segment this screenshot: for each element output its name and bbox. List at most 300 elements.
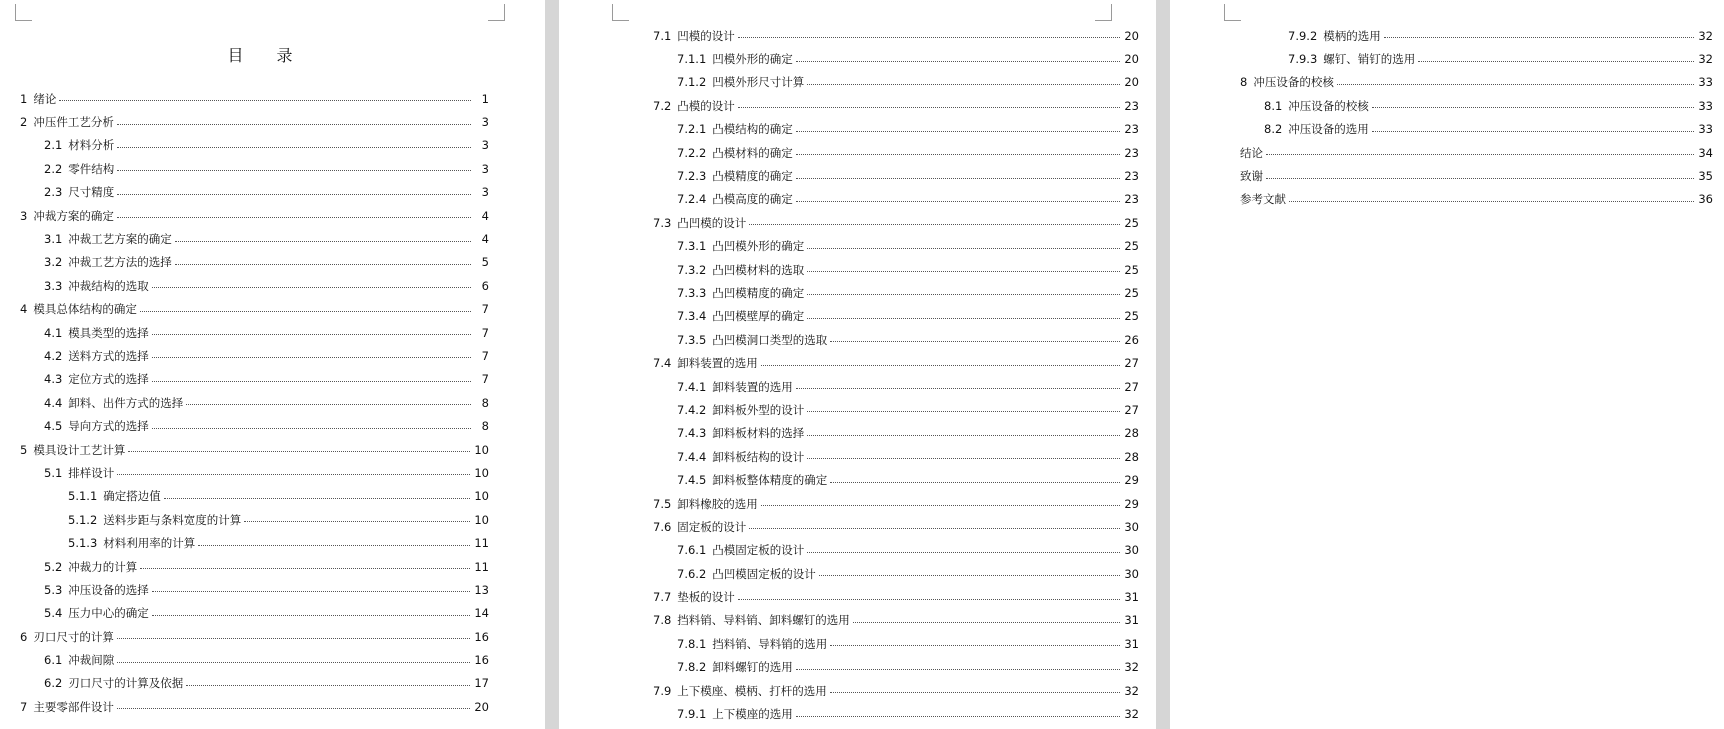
toc-entry[interactable] (20, 602, 489, 625)
toc-entry-number: 5 (20, 442, 28, 457)
toc-dot-leader (738, 599, 1121, 600)
toc-dot-leader (807, 271, 1120, 272)
toc-entry[interactable] (20, 251, 489, 274)
toc-entry-title: 刃口尺寸的计算及依据 (68, 676, 184, 691)
toc-entry-title: 垫板的设计 (677, 590, 735, 605)
toc-entry-title: 冲压设备的校核 (1288, 98, 1369, 113)
toc-page-number: 33 (1698, 98, 1713, 113)
toc-dot-leader (853, 622, 1121, 623)
toc-page-number: 11 (474, 536, 489, 551)
toc-page-number: 31 (1124, 636, 1139, 651)
toc-entry[interactable] (653, 468, 1139, 491)
toc-entry-title: 冲压设备的校核 (1253, 75, 1334, 90)
toc-page-number: 8 (481, 419, 489, 434)
toc-page-number: 16 (474, 629, 489, 644)
toc-entry-title: 卸料装置的选用 (712, 379, 793, 394)
toc-entry-number: 8 (1240, 75, 1248, 90)
toc-entry-number: 7.3.1 (677, 239, 707, 254)
toc-entry-title: 冲压设备的选择 (68, 582, 149, 597)
toc-entry-number: 6.2 (44, 676, 63, 691)
toc-entry-title: 卸料装置的选用 (677, 356, 758, 371)
toc-dot-leader (1266, 178, 1694, 179)
toc-entry-title: 凹模外形尺寸计算 (712, 75, 805, 90)
toc-page-number: 3 (481, 185, 489, 200)
toc-entry[interactable] (653, 702, 1139, 725)
toc-page-number: 25 (1124, 215, 1139, 230)
toc-entry-number: 7.3.3 (677, 285, 707, 300)
toc-entry-title: 凸凹模壁厚的确定 (712, 309, 805, 324)
toc-dot-leader (749, 224, 1120, 225)
toc-entry[interactable] (1240, 24, 1713, 47)
toc-entry[interactable] (20, 134, 489, 157)
toc-entry[interactable] (1240, 94, 1713, 117)
toc-page-number: 6 (481, 278, 489, 293)
toc-dot-leader (117, 662, 470, 663)
toc-entry[interactable] (653, 118, 1139, 141)
toc-dot-leader (796, 388, 1121, 389)
toc-entry-title: 送料步距与条料宽度的计算 (103, 512, 242, 527)
toc-page-number: 31 (1124, 590, 1139, 605)
toc-entry[interactable] (653, 164, 1139, 187)
toc-entry[interactable] (653, 305, 1139, 328)
toc-entry[interactable] (20, 274, 489, 297)
toc-entry[interactable] (20, 648, 489, 671)
toc-entry-number: 7.2.4 (677, 192, 707, 207)
toc-entry-title: 凸模结构的确定 (712, 122, 793, 137)
toc-entry[interactable] (653, 328, 1139, 351)
toc-page-number: 35 (1698, 169, 1713, 184)
toc-page-number: 7 (481, 348, 489, 363)
toc-dot-leader (761, 365, 1121, 366)
toc-dot-leader (1289, 201, 1694, 202)
toc-entry[interactable] (653, 656, 1139, 679)
toc-dot-leader (796, 669, 1121, 670)
toc-dot-leader (807, 318, 1120, 319)
toc-entry-number: 7.4.2 (677, 402, 707, 417)
toc-dot-leader (117, 474, 470, 475)
toc-dot-leader (796, 178, 1121, 179)
toc-entry-number: 7.4.3 (677, 426, 707, 441)
toc-entry[interactable] (653, 375, 1139, 398)
toc-entry[interactable] (653, 585, 1139, 608)
toc-entry[interactable] (653, 24, 1139, 47)
toc-entry-title: 送料方式的选择 (68, 348, 149, 363)
toc-entry-number: 4.2 (44, 348, 63, 363)
toc-dot-leader (1337, 84, 1695, 85)
toc-page-number: 20 (1124, 52, 1139, 67)
toc-entry-number: 7.9.1 (677, 707, 707, 722)
toc-dot-leader (1418, 61, 1694, 62)
toc-entry[interactable] (1240, 141, 1713, 164)
toc-entry-number: 4.5 (44, 419, 63, 434)
toc-page-number: 23 (1124, 145, 1139, 160)
toc-title: 目 录 (227, 46, 307, 65)
toc-page-number: 33 (1698, 122, 1713, 137)
toc-dot-leader (164, 498, 471, 499)
toc-entry-title: 凸凹模精度的确定 (712, 285, 805, 300)
toc-page-number: 32 (1698, 52, 1713, 67)
toc-entry-title: 卸料橡胶的选用 (677, 496, 758, 511)
toc-dot-leader (198, 545, 470, 546)
toc-entry-title: 凸凹模外形的确定 (712, 239, 805, 254)
toc-page-number: 25 (1124, 285, 1139, 300)
toc-entry[interactable] (653, 47, 1139, 70)
toc-dot-leader (175, 241, 471, 242)
toc-dot-leader (152, 287, 471, 288)
toc-entry-title: 卸料螺钉的选用 (712, 660, 793, 675)
toc-entry-number: 6.1 (44, 653, 63, 668)
toc-entry[interactable] (20, 391, 489, 414)
toc-entry[interactable] (20, 531, 489, 554)
toc-dot-leader (738, 37, 1121, 38)
toc-entry-number: 7.4 (653, 356, 672, 371)
toc-entry-number: 7.3 (653, 215, 672, 230)
toc-entry-number: 7.2 (653, 98, 672, 113)
toc-entry[interactable] (20, 181, 489, 204)
toc-page-number: 25 (1124, 239, 1139, 254)
toc-page-number: 23 (1124, 192, 1139, 207)
toc-entry[interactable] (653, 515, 1139, 538)
toc-page-number: 25 (1124, 309, 1139, 324)
toc-entry-number: 1 (20, 91, 28, 106)
toc-entry[interactable] (1240, 118, 1713, 141)
toc-page-number: 8 (481, 395, 489, 410)
toc-entry-number: 3.1 (44, 232, 63, 247)
toc-entry[interactable] (653, 281, 1139, 304)
toc-entry[interactable] (20, 508, 489, 531)
toc-entry[interactable] (20, 485, 489, 508)
toc-page-number: 27 (1124, 356, 1139, 371)
toc-dot-leader (140, 311, 471, 312)
toc-entry-number: 4.3 (44, 372, 63, 387)
toc-dot-leader (1384, 37, 1695, 38)
toc-entry-number: 5.1.3 (68, 536, 98, 551)
toc-page-number: 7 (481, 302, 489, 317)
toc-entry-number: 7.4.5 (677, 473, 707, 488)
toc-dot-leader (796, 61, 1121, 62)
toc-entry-number: 7.7 (653, 590, 672, 605)
toc-entry-number: 5.4 (44, 606, 63, 621)
toc-page-number: 30 (1124, 519, 1139, 534)
toc-dot-leader (117, 638, 471, 639)
toc-page-number: 27 (1124, 379, 1139, 394)
toc-entry-number: 7.6 (653, 519, 672, 534)
toc-page-number: 20 (474, 699, 489, 714)
toc-entry-title: 确定搭边值 (103, 489, 161, 504)
toc-entry-title: 卸料、出件方式的选择 (68, 395, 184, 410)
toc-entry[interactable] (20, 344, 489, 367)
toc-dot-leader (796, 154, 1121, 155)
toc-page-number: 20 (1124, 75, 1139, 90)
toc-dot-leader (152, 357, 471, 358)
toc-entry[interactable] (20, 204, 489, 227)
toc-entry[interactable] (20, 578, 489, 601)
toc-entry[interactable] (653, 211, 1139, 234)
toc-entry-number: 7.8.1 (677, 636, 707, 651)
toc-entry[interactable] (653, 492, 1139, 515)
toc-entry[interactable] (20, 227, 489, 250)
toc-dot-leader (807, 458, 1120, 459)
toc-entry[interactable] (653, 422, 1139, 445)
toc-entry-number: 7.9.3 (1288, 52, 1318, 67)
toc-entry[interactable] (20, 321, 489, 344)
toc-dot-leader (152, 591, 471, 592)
toc-entry-number: 7.8.2 (677, 660, 707, 675)
toc-dot-leader (807, 552, 1120, 553)
toc-entry-title: 挡料销、导料销的选用 (712, 636, 828, 651)
toc-entry[interactable] (653, 94, 1139, 117)
toc-entry-number: 2 (20, 115, 28, 130)
toc-page-number: 25 (1124, 262, 1139, 277)
toc-entry-number: 7.8 (653, 613, 672, 628)
toc-entry-number: 7.3.4 (677, 309, 707, 324)
toc-dot-leader (819, 575, 1121, 576)
toc-entry[interactable] (653, 679, 1139, 702)
toc-entry-number: 7.5 (653, 496, 672, 511)
toc-entry[interactable] (20, 87, 489, 110)
toc-page-number: 32 (1124, 660, 1139, 675)
toc-page-number: 29 (1124, 473, 1139, 488)
toc-dot-leader (796, 716, 1121, 717)
toc-dot-leader (152, 334, 471, 335)
toc-page-number: 32 (1124, 683, 1139, 698)
toc-entry-title: 排样设计 (68, 465, 115, 480)
toc-entry-number: 3.2 (44, 255, 63, 270)
toc-dot-leader (1372, 131, 1695, 132)
toc-entry[interactable] (20, 414, 489, 437)
toc-page-number: 10 (474, 489, 489, 504)
toc-entry[interactable] (20, 368, 489, 391)
toc-entry[interactable] (653, 71, 1139, 94)
toc-entry-title: 冲裁间隙 (68, 653, 115, 668)
toc-entry-title: 压力中心的确定 (68, 606, 149, 621)
toc-dot-leader (59, 100, 471, 101)
toc-entry-number: 2.3 (44, 185, 63, 200)
toc-page-number: 13 (474, 582, 489, 597)
toc-entry-number: 5.2 (44, 559, 63, 574)
toc-entry-number: 7.6.2 (677, 566, 707, 581)
toc-entry-title: 冲压件工艺分析 (33, 115, 114, 130)
toc-entry[interactable] (653, 609, 1139, 632)
toc-entry[interactable] (653, 141, 1139, 164)
toc-entry-number: 7.6.1 (677, 543, 707, 558)
toc-dot-leader (761, 505, 1121, 506)
page-corner-mark (1224, 4, 1241, 21)
toc-entry-number: 5.1.2 (68, 512, 98, 527)
toc-entry-number: 8.2 (1264, 122, 1283, 137)
toc-entry-number: 7.4.4 (677, 449, 707, 464)
toc-page-number: 10 (474, 512, 489, 527)
toc-entry-title: 凸凹模的设计 (677, 215, 747, 230)
toc-entry[interactable] (653, 539, 1139, 562)
toc-entry-title: 零件结构 (68, 161, 115, 176)
toc-entry-title: 凹模的设计 (677, 28, 735, 43)
toc-entry-number: 7.1.1 (677, 52, 707, 67)
toc-entry[interactable] (20, 461, 489, 484)
toc-page-number: 3 (481, 138, 489, 153)
toc-entry-title: 参考文献 (1240, 192, 1286, 207)
toc-dot-leader (175, 264, 471, 265)
page-corner-mark (1095, 4, 1112, 21)
toc-entry[interactable] (653, 235, 1139, 258)
toc-entry-title: 螺钉、销钉的选用 (1323, 52, 1416, 67)
toc-page-number: 31 (1124, 613, 1139, 628)
toc-dot-leader (117, 708, 471, 709)
toc-page-number: 34 (1698, 145, 1713, 160)
document-page-2 (559, 0, 1156, 729)
document-page-1 (0, 0, 545, 729)
toc-entry[interactable] (653, 632, 1139, 655)
toc-entry-number: 7.1.2 (677, 75, 707, 90)
toc-dot-leader (117, 124, 471, 125)
toc-dot-leader (738, 107, 1121, 108)
toc-entry-title: 导向方式的选择 (68, 419, 149, 434)
toc-entry-title: 凸模材料的确定 (712, 145, 793, 160)
toc-dot-leader (140, 568, 470, 569)
toc-page-number: 14 (474, 606, 489, 621)
toc-entry-number: 7.1 (653, 28, 672, 43)
page-corner-mark (488, 4, 505, 21)
toc-entry-title: 材料利用率的计算 (103, 536, 196, 551)
toc-entry-title: 冲裁结构的选取 (68, 278, 149, 293)
toc-dot-leader (117, 170, 471, 171)
toc-page-number: 7 (481, 325, 489, 340)
toc-entry[interactable] (653, 562, 1139, 585)
toc-entry-title: 凸模精度的确定 (712, 169, 793, 184)
toc-page-number: 28 (1124, 449, 1139, 464)
toc-page-number: 10 (474, 465, 489, 480)
toc-dot-leader (807, 411, 1120, 412)
toc-entry-number: 3.3 (44, 278, 63, 293)
toc-entry-title: 定位方式的选择 (68, 372, 149, 387)
toc-list (1240, 24, 1713, 211)
toc-page-number: 32 (1698, 28, 1713, 43)
toc-entry-number: 7.4.1 (677, 379, 707, 394)
toc-entry[interactable] (1240, 164, 1713, 187)
toc-dot-leader (830, 692, 1121, 693)
toc-dot-leader (152, 615, 471, 616)
toc-entry-number: 5.3 (44, 582, 63, 597)
toc-entry-title: 固定板的设计 (677, 519, 747, 534)
toc-page-number: 28 (1124, 426, 1139, 441)
toc-entry[interactable] (20, 625, 489, 648)
toc-page-number: 4 (481, 208, 489, 223)
toc-dot-leader (807, 435, 1120, 436)
toc-page-number: 32 (1124, 707, 1139, 722)
toc-entry-number: 2.1 (44, 138, 63, 153)
toc-dot-leader (749, 528, 1120, 529)
toc-entry-number: 7.3.5 (677, 332, 707, 347)
toc-entry[interactable] (653, 188, 1139, 211)
toc-entry-title: 致谢 (1240, 169, 1263, 184)
toc-entry[interactable] (1240, 188, 1713, 211)
toc-page-number: 23 (1124, 122, 1139, 137)
toc-page-number: 10 (474, 442, 489, 457)
toc-entry-title: 冲压设备的选用 (1288, 122, 1369, 137)
toc-entry-title: 卸料板外型的设计 (712, 402, 805, 417)
toc-page-number: 23 (1124, 169, 1139, 184)
toc-entry-title: 结论 (1240, 145, 1263, 160)
document-page-3 (1170, 0, 1724, 729)
toc-entry-title: 卸料板材料的选择 (712, 426, 805, 441)
toc-dot-leader (152, 381, 471, 382)
toc-entry[interactable] (20, 555, 489, 578)
toc-entry-number: 4.4 (44, 395, 63, 410)
toc-entry[interactable] (653, 351, 1139, 374)
toc-entry-title: 冲裁工艺方法的选择 (68, 255, 172, 270)
toc-entry-title: 绪论 (33, 91, 57, 106)
toc-entry-title: 模具总体结构的确定 (33, 302, 137, 317)
toc-entry[interactable] (1240, 47, 1713, 70)
toc-entry-title: 凸模高度的确定 (712, 192, 793, 207)
toc-dot-leader (807, 294, 1120, 295)
toc-page-number: 1 (481, 91, 489, 106)
toc-entry[interactable] (653, 398, 1139, 421)
toc-page-number: 11 (474, 559, 489, 574)
toc-entry[interactable] (20, 298, 489, 321)
toc-entry-number: 7.2.3 (677, 169, 707, 184)
toc-entry[interactable] (20, 672, 489, 695)
toc-dot-leader (186, 685, 470, 686)
toc-entry-number: 7.2.2 (677, 145, 707, 160)
toc-entry[interactable] (20, 110, 489, 133)
toc-entry-number: 7.3.2 (677, 262, 707, 277)
toc-dot-leader (244, 521, 470, 522)
toc-dot-leader (186, 404, 471, 405)
toc-page-number: 29 (1124, 496, 1139, 511)
toc-dot-leader (117, 217, 471, 218)
toc-entry[interactable] (20, 695, 489, 718)
toc-entry-number: 6 (20, 629, 28, 644)
toc-entry[interactable] (653, 445, 1139, 468)
toc-page-number: 30 (1124, 543, 1139, 558)
toc-page-number: 3 (481, 115, 489, 130)
toc-dot-leader (796, 131, 1121, 132)
toc-page-number: 5 (481, 255, 489, 270)
toc-list (20, 87, 489, 719)
toc-entry-title: 模具设计工艺计算 (33, 442, 126, 457)
toc-entry-title: 凹模外形的确定 (712, 52, 793, 67)
toc-entry-number: 5.1 (44, 465, 63, 480)
toc-dot-leader (117, 147, 471, 148)
toc-entry[interactable] (20, 157, 489, 180)
toc-entry-title: 凸凹模固定板的设计 (712, 566, 816, 581)
toc-dot-leader (807, 84, 1120, 85)
toc-dot-leader (117, 194, 471, 195)
toc-page-number: 20 (1124, 28, 1139, 43)
toc-entry-number: 5.1.1 (68, 489, 98, 504)
toc-page-number: 36 (1698, 192, 1713, 207)
toc-dot-leader (128, 451, 470, 452)
toc-page-number: 7 (481, 372, 489, 387)
toc-entry-title: 冲裁方案的确定 (33, 208, 114, 223)
toc-entry-title: 上下模座的选用 (712, 707, 793, 722)
toc-entry[interactable] (20, 438, 489, 461)
toc-entry-number: 8.1 (1264, 98, 1283, 113)
toc-entry-title: 凸凹模材料的选取 (712, 262, 805, 277)
toc-page-number: 16 (474, 653, 489, 668)
toc-entry[interactable] (1240, 71, 1713, 94)
toc-entry-number: 7.9.2 (1288, 28, 1318, 43)
toc-entry-number: 3 (20, 208, 28, 223)
toc-entry-title: 尺寸精度 (68, 185, 115, 200)
toc-page-number: 33 (1698, 75, 1713, 90)
toc-entry-number: 7.2.1 (677, 122, 707, 137)
page-corner-mark (15, 4, 32, 21)
toc-entry[interactable] (653, 258, 1139, 281)
toc-page-number: 4 (481, 232, 489, 247)
toc-page-number: 17 (474, 676, 489, 691)
